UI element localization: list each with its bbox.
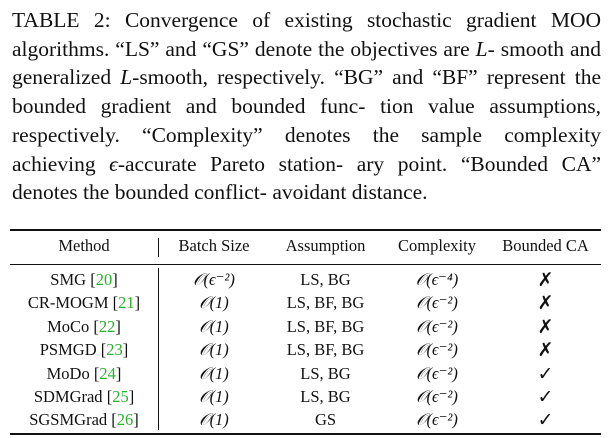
batch-size-cell-text: 𝒪(1) <box>199 316 229 336</box>
complexity-cell-text: 𝒪(ϵ⁻²) <box>416 293 458 313</box>
cross-mark-icon <box>490 339 601 362</box>
complexity-cell-text: 𝒪(ϵ⁻²) <box>416 387 458 406</box>
header-column-separator <box>158 238 159 257</box>
complexity-cell <box>384 269 490 291</box>
table-top-rule <box>10 229 601 231</box>
assumption-cell-text: LS, BG <box>300 387 351 406</box>
header-bounded-ca: Bounded CA <box>502 236 589 255</box>
check-mark-icon <box>490 363 601 386</box>
complexity-cell <box>384 386 490 408</box>
batch-size-cell <box>164 386 264 408</box>
cross-mark-icon <box>490 316 601 339</box>
assumption-cell-text: GS <box>314 410 337 430</box>
table-row-method <box>10 269 158 291</box>
complexity-cell-text: 𝒪(ϵ⁻²) <box>416 340 458 360</box>
method-name: MoCo <box>47 316 94 336</box>
assumption-cell <box>267 316 384 338</box>
citation-bracket-open: [ <box>112 293 119 313</box>
batch-size-cell <box>164 339 264 361</box>
caption-line-8: avoidant distance. <box>272 180 428 205</box>
citation-link[interactable]: 24 <box>99 363 116 383</box>
citation-link[interactable]: 22 <box>98 316 116 336</box>
caption-line-1: Convergence of existing stochastic gradient MOO <box>124 8 601 32</box>
check-mark-icon-text: ✓ <box>537 386 554 408</box>
batch-size-cell <box>164 316 264 338</box>
complexity-cell-text: 𝒪(ϵ⁻²) <box>416 363 458 383</box>
citation-link[interactable]: 26 <box>116 410 134 430</box>
citation-bracket-open: [ <box>111 410 117 430</box>
batch-size-cell <box>164 363 264 385</box>
caption-line-7: ary point. “Bounded CA” denotes the bounded conflict- <box>12 151 602 205</box>
complexity-cell <box>384 409 490 431</box>
batch-size-cell-text: 𝒪(1) <box>199 410 229 430</box>
header-batch-size: Batch Size <box>178 236 250 255</box>
header-complexity: Complexity <box>398 236 476 255</box>
table-row-method <box>10 339 158 361</box>
table-row-method <box>10 363 158 385</box>
complexity-cell <box>384 339 490 361</box>
assumption-cell <box>267 363 384 385</box>
header-assumption: Assumption <box>285 236 366 255</box>
caption-line-2: algorithms. “LS” and “GS” denote the objectives are L- <box>12 36 495 61</box>
batch-size-cell-text: 𝒪(1) <box>199 363 229 383</box>
assumption-cell-text: LS, BG <box>300 363 351 383</box>
table-row-method <box>10 292 158 314</box>
citation-link[interactable]: 21 <box>118 293 135 313</box>
assumption-cell <box>267 409 384 431</box>
assumption-cell-text: LS, BG <box>300 270 351 289</box>
table-bottom-rule <box>10 433 601 435</box>
check-mark-icon <box>490 386 601 409</box>
check-mark-icon-text: ✓ <box>537 362 554 385</box>
caption-line-5: tion value assumptions, respectively. “Complexity” denotes <box>12 94 602 147</box>
batch-size-cell <box>164 409 264 431</box>
cross-mark-icon-text: ✗ <box>537 339 554 362</box>
citation-link[interactable]: 25 <box>112 387 129 406</box>
method-name: MoDo <box>46 363 94 383</box>
method-name: CR-MOGM <box>27 293 113 313</box>
assumption-cell-text: LS, BF, BG <box>286 293 365 313</box>
assumption-cell <box>267 386 384 408</box>
cross-mark-icon <box>490 269 601 292</box>
table-caption <box>12 6 601 207</box>
check-mark-icon <box>490 409 601 432</box>
method-name: SGSMGrad <box>29 410 112 430</box>
citation-link[interactable]: 23 <box>106 340 123 360</box>
batch-size-cell <box>164 292 264 314</box>
method-name: PSMGD <box>39 340 101 360</box>
table-row-method <box>10 316 158 338</box>
method-name: SMG <box>50 270 91 289</box>
cross-mark-icon <box>490 292 601 315</box>
check-mark-icon-text: ✓ <box>537 409 554 432</box>
complexity-cell-text: 𝒪(ϵ⁻²) <box>416 410 458 430</box>
method-name: SDMGrad <box>33 387 107 406</box>
citation-bracket-open: [ <box>90 270 96 289</box>
complexity-cell <box>384 363 490 385</box>
cross-mark-icon-text: ✗ <box>537 292 554 315</box>
complexity-cell <box>384 316 490 338</box>
batch-size-cell-text: 𝒪(1) <box>199 387 229 406</box>
citation-bracket-open: [ <box>93 363 100 383</box>
citation-bracket-close: ] <box>133 410 139 430</box>
assumption-cell-text: LS, BF, BG <box>286 340 365 360</box>
table-row-method <box>10 409 158 431</box>
body-column-separator <box>158 268 159 430</box>
citation-bracket-close: ] <box>115 363 122 383</box>
cross-mark-icon-text: ✗ <box>537 269 554 291</box>
caption-line-6: the sample complexity achieving ϵ-accurate Pareto station- <box>12 122 601 176</box>
complexity-cell-text: 𝒪(ϵ⁻²) <box>416 316 458 336</box>
citation-bracket-close: ] <box>134 293 141 313</box>
complexity-cell-text: 𝒪(ϵ⁻⁴) <box>415 270 459 289</box>
complexity-cell <box>384 292 490 314</box>
citation-bracket-close: ] <box>112 270 118 289</box>
assumption-cell <box>267 292 384 314</box>
citation-bracket-open: [ <box>93 316 99 336</box>
batch-size-cell-text: 𝒪(1) <box>199 293 229 313</box>
assumption-cell <box>267 269 384 291</box>
caption-line-3: smooth and generalized L-smooth, respectively. “BG” and <box>12 36 601 90</box>
citation-bracket-close: ] <box>122 340 129 360</box>
assumption-cell-text: LS, BF, BG <box>286 316 365 336</box>
cross-mark-icon-text: ✗ <box>537 315 554 338</box>
citation-bracket-close: ] <box>128 387 135 406</box>
batch-size-cell-text: 𝒪(ϵ⁻²) <box>193 270 235 289</box>
caption-label: TABLE 2: <box>12 8 111 32</box>
header-method: Method <box>58 236 110 255</box>
assumption-cell <box>267 339 384 361</box>
table-row-method <box>10 386 158 408</box>
batch-size-cell-text: 𝒪(1) <box>199 340 229 360</box>
batch-size-cell <box>164 269 264 291</box>
citation-bracket-open: [ <box>100 340 107 360</box>
caption-line-4: “BF” represent the bounded gradient and bounded func- <box>12 65 601 119</box>
citation-link[interactable]: 20 <box>95 270 113 289</box>
citation-bracket-close: ] <box>115 316 121 336</box>
table-header-rule <box>10 264 601 265</box>
citation-bracket-open: [ <box>106 387 113 406</box>
